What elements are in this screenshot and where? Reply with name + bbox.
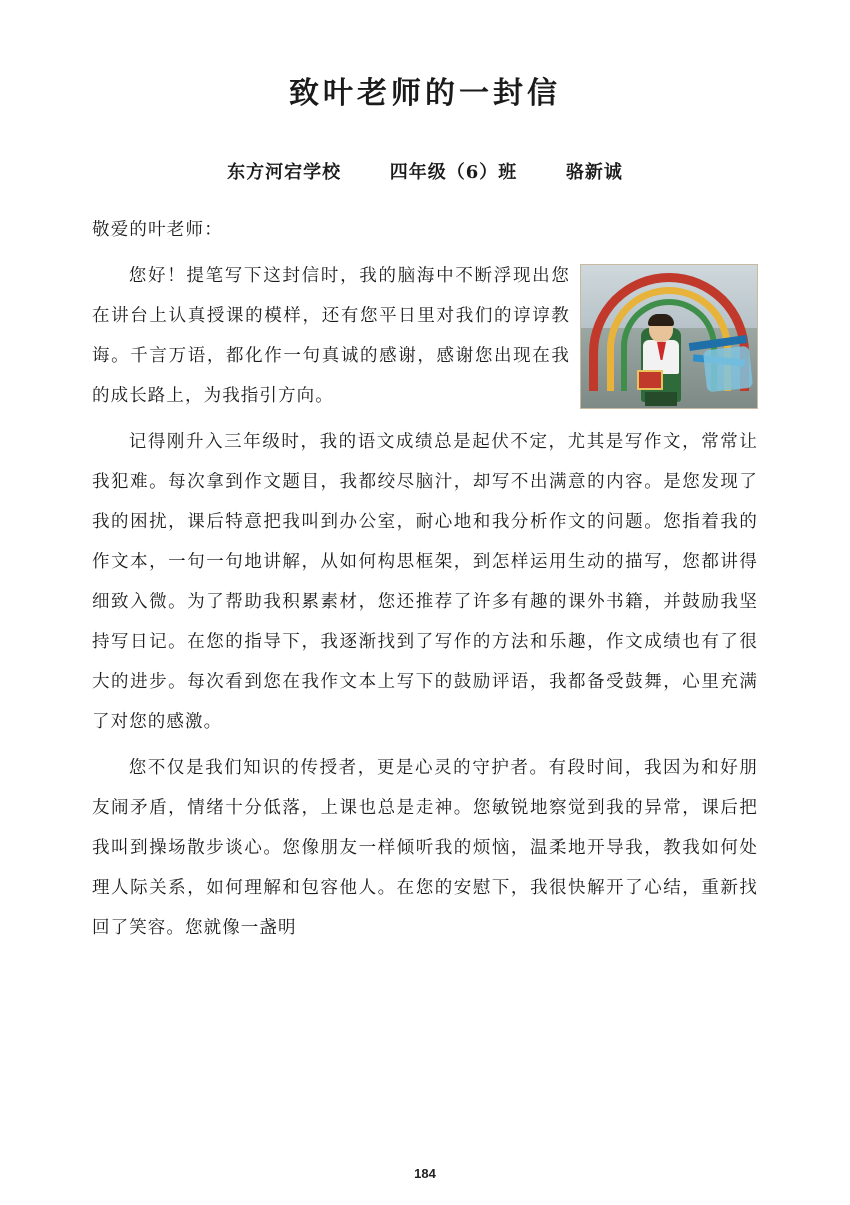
byline-class: 四年级（6）班 bbox=[389, 162, 518, 183]
photo-student-legs bbox=[645, 392, 677, 406]
photo-blue-panel bbox=[703, 346, 753, 393]
photo-student-hair bbox=[648, 314, 674, 326]
page-title: 致叶老师的一封信 bbox=[289, 76, 561, 111]
letter-body bbox=[92, 184, 758, 948]
byline-school: 东方河宕学校 bbox=[227, 162, 342, 183]
byline bbox=[0, 158, 850, 184]
paragraph-2: 记得刚升入三年级时，我的语文成绩总是起伏不定，尤其是写作文，常常让我犯难。每次拿到作文题目，我都绞尽脑汁，却写不出满意的内容。是您发现了我的困扰，课后特意把我叫到办公室，耐心地和我分析作文的问题。您指着我的作文本，一句一句地讲解，从如何构思框架，到怎样运用生动的描写，您都讲得细致入微。为了帮助我积累素材，您还推荐了许多有趣的课外书籍，并鼓励我坚持写日记。在您的指导下，我逐渐找到了写作的方法和乐趣，作文成绩也有了很大的进步。每次看到您在我作文本上写下的鼓励评语，我都备受鼓舞，心里充满了对您的感激。 bbox=[92, 432, 758, 732]
salutation: 敬爱的叶老师： bbox=[92, 220, 223, 240]
byline-author: 骆新诚 bbox=[565, 162, 623, 183]
page-number: 184 bbox=[414, 1166, 436, 1181]
student-photo bbox=[580, 264, 758, 409]
paragraph-1: 您好！提笔写下这封信时，我的脑海中不断浮现出您在讲台上认真授课的模样，还有您平日里对我们的谆谆教诲。千言万语，都化作一句真诚的感谢，感谢您出现在我的成长路上，为我指引方向。 bbox=[92, 266, 570, 406]
paragraph-3: 您不仅是我们知识的传授者，更是心灵的守护者。有段时间，我因为和好朋友闹矛盾，情绪十分低落，上课也总是走神。您敏锐地察觉到我的异常，课后把我叫到操场散步谈心。您像朋友一样倾听我的烦恼，温柔地开导我，教我如何处理人际关系，如何理解和包容他人。在您的安慰下，我很快解开了心结，重新找回了笑容。您就像一盏明 bbox=[92, 758, 758, 938]
photo-certificate bbox=[637, 370, 663, 390]
